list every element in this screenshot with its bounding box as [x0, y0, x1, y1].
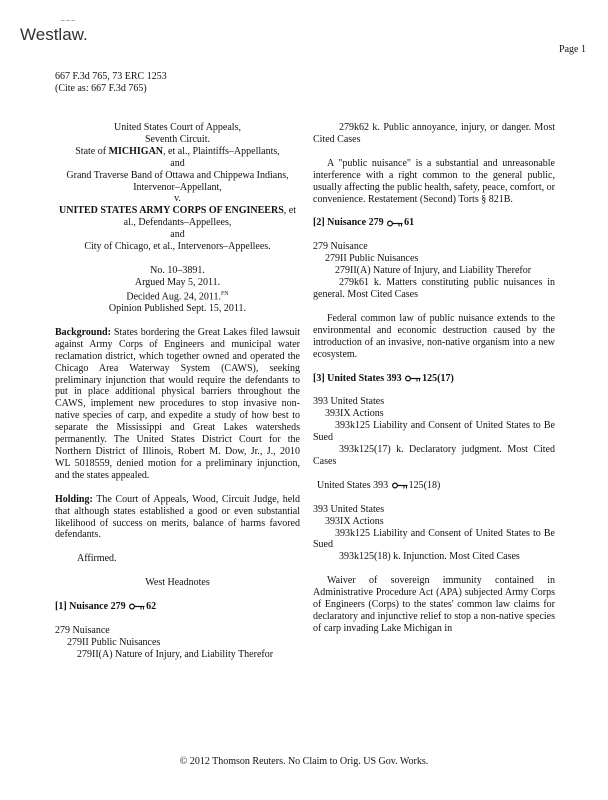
- decided-date: [55, 289, 300, 303]
- key-number-icon: [405, 375, 421, 382]
- and-1: and: [170, 157, 185, 169]
- headnote-3-line-3[interactable]: 393k125 Liability and Consent of United States to Be Sued: [313, 420, 555, 444]
- headnote-key[interactable]: 61: [404, 217, 415, 229]
- court-name: United States Court of Appeals,: [114, 122, 241, 133]
- headnote-4-heading[interactable]: [313, 480, 555, 492]
- headnote-3-line-1[interactable]: 393 United States: [313, 396, 385, 408]
- headnote-number: [1]: [55, 601, 67, 613]
- argued-date: Argued May 5, 2011.: [134, 276, 221, 288]
- holding-label: Holding:: [55, 493, 93, 505]
- intervenors-2: City of Chicago, et al., Intervenors–Appellees.: [84, 241, 271, 253]
- docket-number: No. 10–3891.: [150, 264, 205, 276]
- headnote-4-line-4[interactable]: 393k125(18) k. Injunction. Most Cited Cases: [339, 551, 520, 563]
- left-column: [55, 122, 300, 661]
- headnote-1-line-1[interactable]: 279 Nuisance: [55, 625, 110, 637]
- plaintiffs-prefix: State of: [75, 145, 109, 157]
- headnote-1-text: A "public nuisance" is a substantial and unreasonable interference with a right common to the general public, usually affecting the public health, safety, peace, comfort, or convenience. Restatement (Second) Torts § 821B.: [313, 157, 555, 205]
- intervenor: Grand Traverse Band of Ottawa and Chippewa Indians, Intervenor–Appellant,: [66, 169, 289, 193]
- headnote-4-line-3[interactable]: 393k125 Liability and Consent of United States to Be Sued: [313, 527, 555, 551]
- plaintiffs: [55, 146, 300, 158]
- headnote-2-line-1[interactable]: 279 Nuisance: [313, 241, 368, 253]
- headnote-topic[interactable]: Nuisance 279: [327, 217, 384, 229]
- headnote-topic[interactable]: United States 393: [327, 372, 402, 384]
- defendants-name: UNITED STATES ARMY CORPS OF ENGINEERS: [59, 205, 284, 217]
- headnote-number: [3]: [313, 372, 325, 384]
- docket-info: [55, 265, 300, 315]
- holding-paragraph: [55, 494, 300, 542]
- headnote-2-line-3[interactable]: 279II(A) Nature of Injury, and Liability Therefor: [335, 265, 532, 277]
- right-column: [313, 122, 555, 635]
- key-number-icon: [392, 482, 408, 489]
- headnote-1-line-3[interactable]: 279II(A) Nature of Injury, and Liability Therefor: [77, 648, 274, 660]
- headnote-number: [2]: [313, 217, 325, 229]
- copyright-footer: © 2012 Thomson Reuters. No Claim to Orig. US Gov. Works.: [179, 756, 429, 767]
- headnote-4-text: Waiver of sovereign immunity contained in Administrative Procedure Act (APA) subjected Army Corps of Engineers (Corps) to the states' common law claims for declaratory and injunctive relief to stop a non-native species of carp invading Lake Michigan in: [313, 575, 555, 634]
- headnote-4-line-2[interactable]: 393IX Actions: [325, 515, 384, 527]
- key-number-icon: [387, 220, 403, 227]
- defendants-suffix: , et al., Defendants–Appellees,: [123, 205, 296, 229]
- plaintiffs-suffix: , et al., Plaintiffs–Appellants,: [163, 145, 280, 157]
- page-number: Page 1: [559, 44, 586, 55]
- headnote-3-line-4[interactable]: 393k125(17) k. Declaratory judgment. Most Cited Cases: [313, 444, 555, 467]
- headnote-1-line-4[interactable]: 279k62 k. Public annoyance, injury, or danger. Most Cited Cases: [313, 122, 555, 145]
- headnote-2-heading[interactable]: [313, 217, 555, 229]
- headnote-key[interactable]: 62: [146, 601, 157, 613]
- background-label: Background:: [55, 326, 111, 338]
- citation: [55, 71, 167, 95]
- and-2: and: [170, 229, 185, 241]
- circuit-name: Seventh Circuit.: [145, 133, 210, 145]
- headnote-1-line-2[interactable]: 279II Public Nuisances: [67, 636, 161, 648]
- footnote-link[interactable]: FN: [220, 290, 229, 297]
- headnote-1-heading[interactable]: [55, 601, 300, 613]
- background-text: States bordering the Great Lakes filed lawsuit against Army Corps of Engineers and municipal water reclamation district, which together owned and operated the Chicago Area Waterway System (CAWS), seeking preliminary injunction that would require the defendants to put in place additional physical barriers throughout the CAWS, implement new procedures to stop invasive non-native species of carp, and expedite a study of how best to separate the Mississippi and Great Lakes watersheds permanently. The United States District Court for the Northern District of Illinois, Robert M. Dow, Jr., J., 2010 WL 5018559, denied motion for a preliminary injunction, and the states appealed.: [55, 326, 300, 481]
- westlaw-logo: [20, 18, 90, 44]
- plaintiffs-name: MICHIGAN: [108, 145, 164, 157]
- key-number-icon: [129, 603, 145, 610]
- headnote-4-line-1[interactable]: 393 United States: [313, 503, 385, 515]
- background-paragraph: [55, 327, 300, 482]
- headnotes-title: West Headnotes: [145, 577, 210, 589]
- holding-text: The Court of Appeals, Wood, Circuit Judge, held that although states established a good or even substantial likelihood of success on merits, balance of harms favored defendants.: [55, 493, 300, 541]
- headnote-key[interactable]: 125(18): [408, 479, 441, 491]
- logo-mark: ~~~: [60, 18, 76, 25]
- citation-line-1: 667 F.3d 765, 73 ERC 1253: [55, 71, 167, 82]
- headnote-2-line-2[interactable]: 279II Public Nuisances: [325, 253, 419, 265]
- citation-line-2: (Cite as: 667 F.3d 765): [55, 83, 147, 94]
- defendants: [55, 205, 300, 229]
- headnote-topic[interactable]: Nuisance 279: [69, 601, 126, 613]
- headnote-2-line-4[interactable]: 279k61 k. Matters constituting public nuisances in general. Most Cited Cases: [313, 277, 555, 300]
- published-date: Opinion Published Sept. 15, 2011.: [108, 303, 247, 315]
- headnote-topic[interactable]: United States 393: [317, 479, 389, 491]
- headnote-3-heading[interactable]: [313, 373, 555, 385]
- headnote-2-text: Federal common law of public nuisance extends to the environmental and economic destruction caused by the introduction of an invasive, non-native organism into a new ecosystem.: [313, 312, 555, 360]
- case-caption: [55, 122, 300, 253]
- logo-text: Westlaw.: [20, 25, 88, 44]
- headnote-3-line-2[interactable]: 393IX Actions: [325, 408, 384, 420]
- versus: v.: [174, 193, 181, 205]
- decided-text: Decided Aug. 24, 2011.: [126, 291, 221, 303]
- headnote-key[interactable]: 125(17): [422, 372, 454, 384]
- disposition: Affirmed.: [77, 553, 117, 565]
